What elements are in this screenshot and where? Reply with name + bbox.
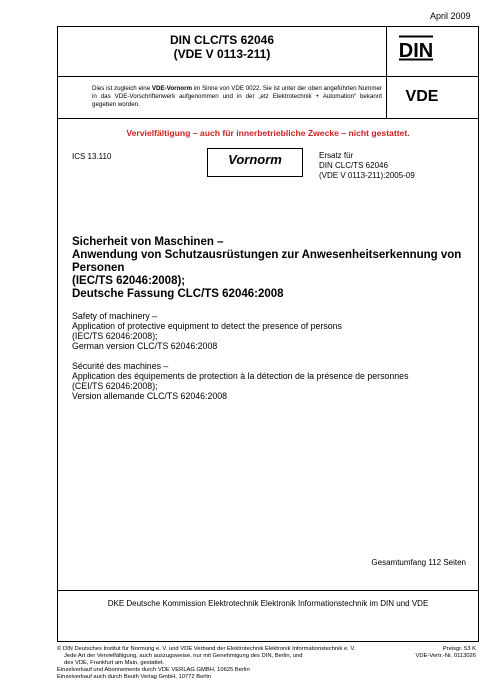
- german-title-line1: Sicherheit von Maschinen –: [72, 236, 224, 248]
- english-title-line4: German version CLC/TS 62046:2008: [72, 341, 218, 351]
- publication-date: April 2009: [430, 11, 471, 21]
- copyright-footer: [57, 646, 397, 681]
- german-title-line4: (IEC/TS 62046:2008);: [72, 275, 186, 287]
- german-title-line3: Personen: [72, 262, 125, 274]
- replacement-line1: Ersatz für: [319, 151, 354, 160]
- price-info: [394, 646, 476, 660]
- french-title-line3: (CEI/TS 62046:2008);: [72, 381, 158, 391]
- din-logo: [399, 35, 433, 61]
- committee-divider: [57, 590, 479, 591]
- german-title: [72, 236, 467, 301]
- vde-note-end: im Sinne von VDE 0022. Sie ist unter der oben angeführten Nummer in das VDE-Vorschriftenwerk aufgenommen und in der „etz Elektrotechnik + Automation“ bekannt gegeben worden.: [92, 85, 382, 108]
- reproduction-warning: Vervielfältigung – auch für innerbetriebliche Zwecke – nicht gestattet.: [126, 128, 410, 138]
- replacement-line2: DIN CLC/TS 62046: [319, 161, 388, 170]
- vde-logo: [394, 87, 450, 103]
- vde-note-start: Dies ist zugleich eine: [92, 85, 152, 92]
- french-title-line1: Sécurité des machines –: [72, 361, 169, 371]
- german-title-line2: Anwendung von Schutzausrüstungen zur Anwesenheitserkennung von: [72, 249, 462, 261]
- english-title-line2: Application of protective equipment to detect the presence of persons: [72, 321, 342, 331]
- footer-line4: Einzelverkauf und Abonnements durch VDE VERLAG GMBH, 10625 Berlin: [57, 667, 250, 673]
- footer-line2: Jede Art der Vervielfältigung, auch auszugsweise, nur mit Genehmigung des DIN, Berlin, und: [64, 653, 303, 659]
- german-title-line5: Deutsche Fassung CLC/TS 62046:2008: [72, 288, 284, 300]
- document-number-line1: DIN CLC/TS 62046: [169, 33, 275, 47]
- footer-line3: des VDE, Frankfurt am Main, gestattet.: [64, 660, 165, 666]
- french-title-line2: Application des équipements de protection à la détection de la présence de personnes: [72, 371, 409, 381]
- order-number: VDE-Vertr.-Nr. 0113026: [415, 653, 476, 659]
- footer-line5: Einzelverkauf auch durch Beuth Verlag GmbH, 10772 Berlin: [57, 674, 212, 680]
- committee-name: DKE Deutsche Kommission Elektrotechnik Elektronik Informationstechnik im DIN und VDE: [107, 599, 429, 608]
- document-number: [58, 33, 386, 61]
- footer-line1: © DIN Deutsches Institut für Normung e. V. und VDE Verband der Elektrotechnik Elektronik Informationstechnik e. V.: [57, 646, 356, 652]
- document-number-line2: (VDE V 0113-211): [173, 47, 271, 61]
- replacement-line3: (VDE V 0113-211):2005-09: [319, 171, 415, 180]
- vde-logo-text: VDE: [405, 88, 439, 103]
- french-title-line4: Version allemande CLC/TS 62046:2008: [72, 391, 228, 401]
- french-title: [72, 361, 467, 401]
- din-logo-text: DIN: [399, 40, 433, 61]
- english-title-line1: Safety of machinery –: [72, 311, 158, 321]
- header-divider: [57, 76, 479, 77]
- price-group: Preisgr. 53 K: [442, 646, 476, 652]
- english-title: [72, 311, 467, 351]
- total-pages: Gesamtumfang 112 Seiten: [371, 558, 466, 567]
- vde-note-bold: VDE-Vornorm: [151, 85, 192, 92]
- english-title-line3: (IEC/TS 62046:2008);: [72, 331, 158, 341]
- header-bottom-divider: [57, 118, 479, 119]
- vornorm-label: Vornorm: [228, 152, 282, 167]
- logo-column-divider: [386, 26, 387, 118]
- vde-note: [92, 85, 382, 109]
- ics-code: ICS 13.110: [72, 152, 112, 161]
- replacement-info: [319, 151, 415, 181]
